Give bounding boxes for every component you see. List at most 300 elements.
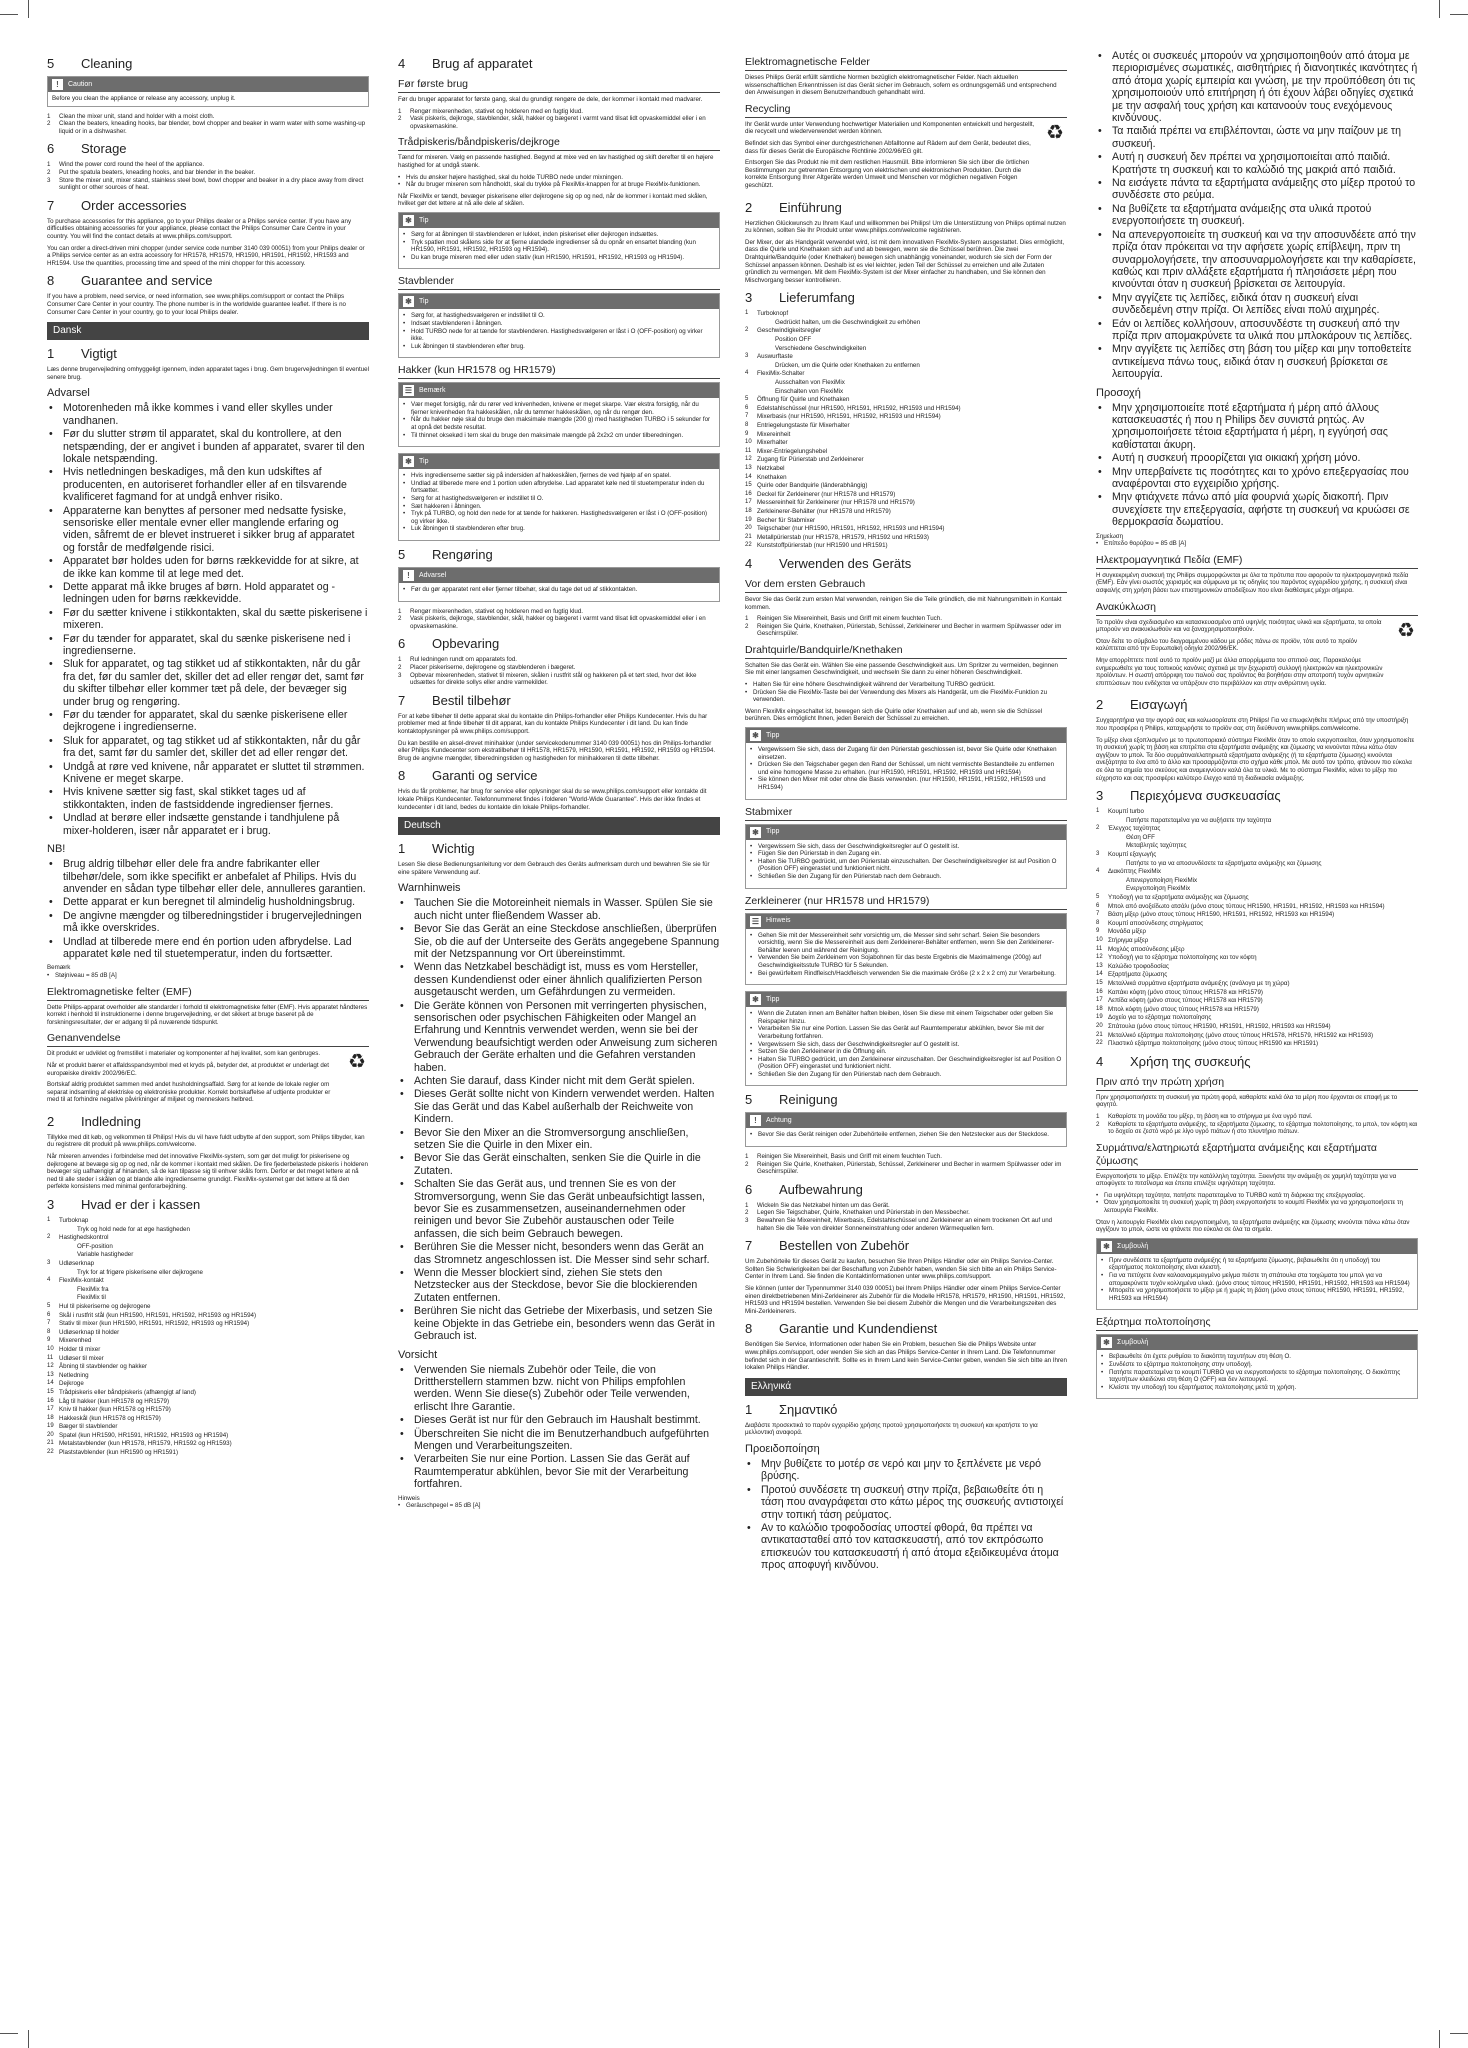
paragraph: Διαβάστε προσεκτικά το παρόν εγχειρίδιο χρήσης προτού χρησιμοποιήσετε τη συσκευή και κρατήστε το για μελλοντική αναφορά. — [745, 1421, 1038, 1437]
list-item: • Halten Sie TURBO gedrückt, um den Zerkleinerer einzuschalten. Der Geschwindigkeitsregler ist auf Position O (Position OFF) eingerastet und funktioniert nicht. — [750, 1056, 1062, 1071]
list-item: • Μπορείτε να χρησιμοποιήσετε το μίξερ με ή χωρίς τη βάση (μόνο στους τύπους HR1590, HR1591, HR1592, HR1593 και HR1594) — [1101, 1287, 1413, 1302]
part-item: Variable hastigheder — [77, 1251, 134, 1259]
paragraph: Η συγκεκριμένη συσκευή της Philips συμμορφώνεται με όλα τα πρότυπα που αφορούν τα ηλεκτρομαγνητικά πεδία (EMF). Εάν γίνει σωστός χειρισμός και σύμφωνα με τις οδηγίες του παρόντος εγχειριδίου χρήσης, η συσκευή είναι ασφαλής στη χρήση βάσει των επιστημονικών αποδείξεων που είναι διαθέσιμες μέχρι σήμερα. — [1096, 571, 1409, 594]
warning-box: ! Achtung • Bevor Sie das Gerät reinigen oder Zubehörteile entfernen, ziehen Sie den Netzstecker aus der Steckdose. — [745, 1112, 1067, 1147]
list-item: • Μην φτιάχνετε πάνω από μία φουρνιά χωρίς διακοπή. Πριν συνεχίσετε την επεξεργασία, αφήστε τη συσκευή να κρυώσει σε θερμοκρασία δωματίου. — [1096, 491, 1418, 528]
list-item: • Για υψηλότερη ταχύτητα, πατήστε παρατεταμένα το TURBO κατά τη διάρκεια της επεξεργασίας. — [1096, 1192, 1418, 1200]
section-heading: 8 Garantie und Kundendienst — [745, 1321, 938, 1337]
part-item: 9 Mixerenhed — [47, 1337, 92, 1345]
part-item: FlexiMix fra — [77, 1285, 109, 1293]
part-item: 19 Bæger til stavblender — [47, 1423, 118, 1431]
subheading: Drahtquirle/Bandquirle/Knethaken — [745, 644, 1067, 659]
list-item: • Dette apparat er kun beregnet til almindelig husholdningsbrug. — [47, 896, 369, 908]
bullet-list — [47, 858, 369, 960]
list-item: • Bei gewürfeltem Rindfleisch/Hackfleisch verwenden Sie die maximale Größe (2 x 2 x 2 cm) zur Verarbeitung. — [750, 970, 1062, 978]
paragraph: Herzlichen Glückwunsch zu Ihrem Kauf und willkommen bei Philips! Um die Unterstützung von Philips optimal nutzen zu können, sollten Sie Ihr Produkt unter www.philips.com/welcome registrieren. — [745, 219, 1066, 235]
part-item: 22 Plaststavblender (kun HR1590 og HR1591) — [47, 1449, 179, 1457]
part-item: 15 Trådpiskeris eller båndpiskeris (afhængigt af land) — [47, 1388, 196, 1396]
column-3 — [745, 50, 1067, 1576]
section-heading: 7 Order accessories — [47, 197, 187, 213]
list-item: • Hvis netledningen beskadiges, må den kun udskiftes af producenten, en autoriseret forhandler eller af en tilsvarende kvalificeret fagmand for at undgå enhver risiko. — [47, 466, 369, 503]
tip-icon: ✱ — [750, 827, 761, 838]
note-label: Hinweis — [398, 1494, 420, 1502]
list-item: • Apparaterne kan benyttes af personer med nedsatte fysiske, sensoriske eller mentale evner eller manglende erfaring og viden, såfremt de er blevet instrueret i sikker brug af apparatet og forstår de medfølgende risici. — [47, 505, 369, 555]
part-item: 1 Turboknopf — [745, 310, 789, 318]
bullet-list — [1096, 402, 1418, 529]
subheading: Συρμάτινα/ελατηριωτά εξαρτήματα ανάμειξης και εξαρτήματα ζύμωσης — [1096, 1142, 1418, 1170]
paragraph: Når mixeren anvendes i forbindelse med det innovative FlexiMix-system, som gør det muligt for piskerisene og dejkrogene at bevæge sig op og ned, når de kommer i kontakt med skålen. De fire fjederbelastede piskeris i holderen bevæger sig uafhængigt af hinanden, så de kan tilpasse sig til enhver skåls form. Derfor er det meget lettere at nå ned til alle steder i skålen og at blande alle ingredienserne grundigt. FlexiMix-systemet gør det lettere at få den perfekte konsistens med minimal genforarbejdning. — [47, 1153, 368, 1191]
part-item: 17 Messereinheit für Zerkleinerer (nur HR1578 und HR1579) — [745, 499, 915, 507]
tip-box: ✱ Tipp • Wenn die Zutaten innen am Behälter haften bleiben, lösen Sie diese mit einem Teigschaber oder gelben Sie Reispapier hinzu. • Verarbeiten Sie nur eine Portion. Lassen Sie das Gerät auf Raumtemperatur abkühlen, bevor Sie mit der Verarbeitung fortfahren. • Vergewissern Sie sich, dass der Geschwindigkeitsregler auf O gestellt ist. • Setzen Sie den Zerkleinerer in die Öffnung ein. • Halten Sie TURBO gedrückt, um den Zerkleinerer einzuschalten. Der Geschwindigkeitsregler ist auf Position O (Position OFF) eingerastet und funktioniert nicht. • Schließen Sie den Zugang für den Pürierstab nach dem Gebrauch. — [745, 991, 1067, 1086]
note-list: • Støjniveau = 85 dB [A] — [47, 972, 369, 980]
list-item: • Drücken Sie die FlexiMix-Taste bei der Verwendung des Mixers als Handgerät, um die FlexiMix-Funktion zu verwenden. — [745, 689, 1067, 704]
part-item: 14 Dejkroge — [47, 1380, 84, 1388]
tip-icon: ✱ — [750, 730, 761, 741]
subheading: Elektromagnetiske felter (EMF) — [47, 986, 369, 1001]
part-item: 12 Zugang für Pürierstab und Zerkleinerer — [745, 456, 864, 464]
list-item: • Dieses Gerät ist nur für den Gebrauch im Haushalt bestimmt. — [398, 1414, 720, 1426]
language-bar: Ελληνικά — [745, 1378, 1067, 1396]
list-item: • Berühren Sie die Messer nicht, besonders wenn das Gerät an das Stromnetz angeschlossen ist. Die Messer sind sehr scharf. — [398, 1241, 720, 1266]
part-item: 22 Πλαστικό εξάρτημα πολτοποίησης (μόνο στους τύπους HR1590 και HR1591) — [1096, 1040, 1319, 1048]
section-heading: 7 Bestellen von Zubehör — [745, 1238, 910, 1254]
part-item: 10 Mixerhalter — [745, 439, 788, 447]
bullet-list — [745, 1458, 1067, 1572]
tip-box: ✱ Συμβουλή • Βεβαιωθείτε ότι έχετε ρυθμίσει το διακόπτη ταχυτήτων στη θέση O. • Συνδέστε το εξάρτημα πολτοποίησης στην υποδοχή. • Πατήστε παρατεταμένα το κουμπί TURBO για να ενεργοποιήσετε το εξάρτημα πολτοποίησης. Ο διακόπτης ταχυτήτων κλειδώνει στη θέση O (OFF) και δεν λειτουργεί. • Κλείστε την υποδοχή του εξαρτήματος πολτοποίησης μετά τη χρήση. — [1096, 1334, 1418, 1399]
part-item: Μεταβλητές ταχύτητες — [1126, 842, 1187, 850]
step-list: 1 Wickeln Sie das Netzkabel hinten um das Gerät. 2 Legen Sie Teigschaber, Quirle, Knethaken und Pürierstab in den Messbecher. 3 Bewahren Sie Mixereinheit, Mixerbasis, Edelstahlschüssel und Zerkleinerer an einem trockenen Ort auf und halten Sie die Teile von direkter Sonneneinstrahlung oder anderen Wärmequellen fern. — [745, 1201, 1053, 1232]
part-item: Tryk for at frigøre piskerisene eller dejkrogene — [77, 1268, 203, 1276]
list-item: • Undlad at tilberede mere end 1 portion uden afbrydelse. Lad apparatet køle ned til stuetemperatur inden du fortsætter. — [403, 480, 715, 495]
tip-icon: ✱ — [750, 994, 761, 1005]
bullet-list — [398, 897, 720, 1342]
list-item: • Du kan bruge mixeren med eller uden stativ (kun HR1590, HR1591, HR1592, HR1593 og HR1594). — [403, 254, 715, 262]
list-item: • Πατήστε παρατεταμένα το κουμπί TURBO για να ενεργοποιήσετε το εξάρτημα πολτοποίησης. Ο διακόπτης ταχυτήτων κλειδώνει στη θέση O (OFF) και δεν λειτουργεί. — [1101, 1369, 1413, 1384]
part-item: 5 Υποδοχή για τα εξαρτήματα ανάμειξης και ζύμωσης — [1096, 894, 1249, 902]
list-item: • Når du bruger mixeren som håndholdt, skal du trykke på FlexiMix-knappen for at bruge FlexiMix-funktionen. — [398, 181, 720, 189]
part-item: Ενεργοποίηση FlexiMix — [1126, 885, 1191, 893]
part-item: 18 Μπολ κόφτη (μόνο στους τύπους HR1578 και HR1579) — [1096, 1005, 1259, 1013]
part-item: 20 Σπάτουλα (μόνο στους τύπους HR1590, HR1591, HR1592, HR1593 και HR1594) — [1096, 1022, 1331, 1030]
recycle-icon: ♻ — [1046, 121, 1064, 144]
parts-list — [745, 310, 1067, 550]
paragraph: Før du bruger apparatet for første gang, skal du grundigt rengøre de dele, der kommer i kontakt med madvarer. — [398, 96, 703, 103]
list-item: • Αυτή η συσκευή δεν πρέπει να χρησιμοποιείται από παιδιά. Κρατήστε τη συσκευή και το καλώδιό της μακριά από παιδιά. — [1096, 151, 1418, 176]
crop-mark — [0, 2033, 18, 2034]
part-item: 9 Μονάδα μίξερ — [1096, 928, 1146, 936]
part-item: 3 Κουμπί εξαγωγής — [1096, 851, 1157, 859]
step-list: 1 Καθαρίστε τη μονάδα του μίξερ, τη βάση και το στήριγμα με ένα υγρό πανί. 2 Καθαρίστε τα εξαρτήματα ανάμειξης, τα εξαρτήματα ζύμωσης, το εξάρτημα πολτοποίησης, το μπολ, τον κόφτη και το δοχείο σε ζεστό νερό με λίγο υγρό πιάτων ή στο πλυντήριο πιάτων. — [1096, 1112, 1418, 1136]
part-item: 16 Deckel für Zerkleinerer (nur HR1578 und HR1579) — [745, 490, 896, 498]
paragraph: Lesen Sie diese Bedienungsanleitung vor dem Gebrauch des Geräts aufmerksam durch und bewahren Sie sie für eine spätere Verwendung auf. — [398, 861, 710, 876]
subheading: NB! — [47, 843, 66, 856]
column-1 — [47, 50, 369, 1458]
part-item: 17 Kniv til hakker (kun HR1578 og HR1579) — [47, 1406, 171, 1414]
part-item: Einschalten von FlexiMix — [775, 387, 844, 395]
subheading: Vor dem ersten Gebrauch — [745, 578, 1067, 593]
recycle-icon: ♻ — [348, 1051, 366, 1074]
part-item: 21 Metallpürierstab (nur HR1578, HR1579, HR1592 und HR1593) — [745, 533, 929, 541]
step-list: 1 Reinigen Sie Mixereinheit, Basis und Griff mit einem feuchten Tuch. 2 Reinigen Sie Quirle, Knethaken, Pürierstab, Schüssel, Zerkleinerer und Becher in warmem Spülwasser oder im Geschirrspüler. — [745, 1153, 1062, 1176]
list-item: • Tauchen Sie die Motoreinheit niemals in Wasser. Spülen Sie sie auch nicht unter fließendem Wasser ab. — [398, 897, 720, 922]
subheading: Elektromagnetische Felder — [745, 56, 1067, 71]
step-list: 1 Rul ledningen rundt om apparatets fod. 2 Placer piskeriserne, dejkrogene og stavblenderen i bægeret. 3 Opbevar mixerenheden, stativet til mixeren, skålen i rustfrit stål og hakkeren på et tørt sted, hvor det ikke udsættes for direkte sollys eller andre varmekilder. — [398, 656, 697, 687]
note-list: • Geräuschpegel = 85 dB [A] — [398, 1502, 720, 1510]
bullet-list — [1096, 50, 1418, 381]
warning-icon: ! — [750, 1115, 761, 1126]
recycle-icon: ♻ — [1397, 619, 1415, 642]
part-item: 10 Holder til mixer — [47, 1345, 101, 1353]
subheading: Εξάρτημα πολτοποίησης — [1096, 1316, 1418, 1331]
part-item: 7 Βάση μίξερ (μόνο στους τύπους HR1590, HR1591, HR1592, HR1593 και HR1594) — [1096, 911, 1335, 919]
section-heading: 2 Indledning — [47, 1113, 141, 1129]
tip-box: ✱ Tipp • Vergewissern Sie sich, dass der Geschwindigkeitsregler auf O gestellt ist. • Fügen Sie den Pürierstab in den Zugang ein. • Halten Sie TURBO gedrückt, um den Pürierstab einzuschalten. Der Geschwindigkeitsregler ist auf Position O (Position OFF) eingerastet und funktioniert nicht. • Schließen Sie den Zugang für den Pürierstab nach dem Gebrauch. — [745, 824, 1067, 889]
list-item: • Verarbeiten Sie nur eine Portion. Lassen Sie das Gerät auf Raumtemperatur abkühlen, bevor Sie mit der Verarbeitung fortfahren. — [398, 1453, 720, 1490]
list-item: • Sørg for at åbningen til stavblenderen er lukket, inden piskeriset eller dejkrogen indsættes. — [403, 231, 715, 239]
part-item: 8 Κουμπί αποσύνδεσης στηρίγματος — [1096, 919, 1204, 927]
paragraph: Du kan bestille en aksel-drevet minihakker (under servicekodenummer 3140 039 00051) hos din Philips-forhandler eller Philips Kundecenter som ekstratilbehør til HR1578, HR1579, HR1590, HR1591, HR1592, HR1593 og HR1594. Brug de angivne mængder, tilberedningstiden og hastigheden for minihakkeren til dette tilbehør. — [398, 739, 716, 762]
part-item: 16 Låg til hakker (kun HR1578 og HR1579) — [47, 1397, 170, 1405]
part-item: 16 Καπάκι κόφτη (μόνο στους τύπους HR1578 και HR1579) — [1096, 988, 1263, 996]
tip-icon: ✱ — [1101, 1337, 1112, 1348]
list-item: • Μην υπερβαίνετε τις ποσότητες και το χρόνο επεξεργασίας που αναφέρονται στο εγχειρίδιο χρήσης. — [1096, 466, 1418, 491]
list-item: • Μην αγγίξετε τις λεπίδες στη βάση του μίξερ και μην τοποθετείτε αντικείμενα πάνω τους, ειδικά όταν η συσκευή βρίσκεται σε λειτουργία. — [1096, 343, 1418, 380]
list-item: • Να βυθίζετε τα εξαρτήματα ανάμειξης στα υλικά προτού ενεργοποιήσετε τη συσκευή. — [1096, 203, 1418, 228]
list-item: • Τα παιδιά πρέπει να επιβλέπονται, ώστε να μην παίζουν με τη συσκευή. — [1096, 125, 1418, 150]
note-icon: ☰ — [404, 386, 413, 396]
list-item: • Schließen Sie den Zugang für den Pürierstab nach dem Gebrauch. — [750, 873, 1062, 881]
subheading: Stabmixer — [745, 806, 1067, 821]
paragraph: Όταν η λειτουργία FlexiMix είναι ενεργοποιημένη, τα εξαρτήματα ανάμειξης και ζύμωσης κινούνται πάνω κάτω όταν αγγίζουν το μπολ, ώστε να φτάνετε πιο εύκολα σε όλα τα σημεία. — [1096, 1218, 1410, 1234]
list-item: • Wenn die Messer blockiert sind, ziehen Sie stets den Netzstecker aus der Steckdose, bevor Sie die blockierenden Zutaten entfernen. — [398, 1267, 720, 1304]
crop-mark — [28, 0, 29, 18]
part-item: 18 Zerkleinerer-Behälter (nur HR1578 und HR1579) — [745, 507, 891, 515]
list-item: • Drücken Sie den Teigschaber gegen den Rand der Schüssel, um nicht vermischte Bestandteile zu entfernen und eine homogene Masse zu erhalten. (nur HR1590, HR1591, HR1592, HR1593 und HR1594) — [750, 761, 1062, 776]
recycling-block: Το προϊόν είναι σχεδιασμένο και κατασκευασμένο από υψηλής ποιότητας υλικά και εξαρτήματα, τα οποία μπορούν να ανακυκλωθούν και να ξαναχρησιμοποιηθούν. Όταν δείτε το σύμβολο του διαγραμμένου κάδου με ρόδες πάνω σε προϊόν, τότε αυτό το προϊόν καλύπτεται από την Ευρωπαϊκή οδηγία 2002/96/ΕΚ. Μην απορρίπτετε ποτέ αυτό το προϊόν μαζί με άλλα απορρίμματα του σπιτιού σας. Παρακαλούμε ενημερωθείτε για τους τοπικούς κανόνες σχετικά με την ξεχωριστή συλλογή ηλεκτρικών και ηλεκτρονικών προϊόντων. Η σωστή απόρριψη του παλιού σας προϊόντος θα βοηθήσει στην αποτροπή τυχόν αρνητικών επιπτώσεων που ενδέχεται να υπάρξουν στο περιβάλλον και στην ανθρώπινη υγεία. ♻ — [1096, 619, 1418, 692]
section-heading: 5 Rengøring — [398, 547, 493, 562]
list-item: • Brug aldrig tilbehør eller dele fra andre fabrikanter eller tilbehør/dele, som ikke specifikt er anbefalet af Philips. Hvis du anvender en sådan type tilbehør eller dele, annulleres garantien. — [47, 858, 369, 895]
caution-box: ! Caution Before you clean the appliance or release any accessory, unplug it. — [47, 76, 369, 107]
note-label: Σημείωση — [1096, 532, 1124, 540]
note-box: ☰ Hinweis • Gehen Sie mit der Messereinheit sehr vorsichtig um, die Messer sind sehr scharf. Seien Sie besonders vorsichtig, wenn Sie die Messereinheit aus dem Zerkleinerer-Behälter entfernen, wenn Sie den Zerkleinerer-Behälter leeren und während der Reinigung. • Verwenden Sie beim Zerkleinern von Sojabohnen für das beste Ergebnis die Maximalmenge (200g) auf Geschwindigkeitsstufe TURBO für 5 Sekunden. • Bei gewürfeltem Rindfleisch/Hackfleisch verwenden Sie die maximale Größe (2 x 2 x 2 cm) zur Verarbeitung. — [745, 913, 1067, 986]
note-box: ☰ Bemærk • Vær meget forsigtig, når du rører ved knivenheden, knivene er meget skarpe. Vær ekstra forsigtig, når du fjerner knivenheden fra hakkeskålen, når du tømmer hakkeskålen, og når du rengør den. • Når du hakker nøje skal du bruge den maksimale mængde (200 g) med hastigheden TURBO i 5 sekunder for at opnå det bedste resultat. • Til thinnet oksekød i tern skal du bruge den maksimale mængde på 2x2x2 cm under tilberedningen. — [398, 382, 720, 447]
parts-list — [47, 1217, 369, 1457]
list-item: • Halten Sie TURBO gedrückt, um den Pürierstab einzuschalten. Der Geschwindigkeitsregler ist auf Position O (Position OFF) eingerastet und funktioniert nicht. — [750, 858, 1062, 873]
list-item: • Überschreiten Sie nicht die im Benutzerhandbuch aufgeführten Mengen und Verarbeitungszeiten. — [398, 1428, 720, 1453]
list-item: • Sie können den Mixer mit oder ohne die Basis verwenden. (nur HR1590, HR1591, HR1592, HR1593 und HR1594) — [750, 776, 1062, 791]
warning-box: ! Advarsel • Før du gør apparatet rent eller fjerner tilbehør, skal du tage det ud af stikkontakten. — [398, 567, 720, 602]
part-item: 7 Stativ til mixer (kun HR1590, HR1591, HR1592, HR1593 og HR1594) — [47, 1320, 250, 1328]
section-heading: 1 Σημαντικό — [745, 1401, 838, 1417]
part-item: OFF-position — [77, 1242, 113, 1250]
part-item: 9 Mixereinheit — [745, 430, 791, 438]
paragraph: Ενεργοποιήστε το μίξερ. Επιλέξτε την κατάλληλη ταχύτητα. Ξεκινήστε την ανάμειξη σε χαμηλή ταχύτητα για να αποφύγετε το πιτσίλισμα και έπειτα επιλέξτε υψηλότερη ταχύτητα. — [1096, 1172, 1397, 1188]
warning-icon: ! — [403, 570, 414, 581]
list-item: • Undgå at røre ved knivene, når apparatet er sluttet til strømmen. Knivene er meget skarpe. — [47, 761, 369, 786]
list-item: • Før du tænder for apparatet, skal du sænke piskerisene ned i ingredienserne. — [47, 633, 369, 658]
column-4 — [1096, 50, 1418, 1405]
part-item: 5 Hul til piskeriserne og dejkrogene — [47, 1302, 151, 1310]
section-heading: 6 Opbevaring — [398, 636, 500, 652]
part-item: Verschiedene Geschwindigkeiten — [775, 344, 867, 352]
part-item: 1 Κουμπί turbo — [1096, 808, 1144, 816]
subheading: Recycling — [745, 103, 1067, 118]
list-item: • Bevor Sie das Gerät an eine Steckdose anschließen, überprüfen Sie, ob die auf der Unterseite des Geräts angegebene Spannung mit der Netzspannung vor Ort übereinstimmt. — [398, 923, 720, 960]
list-item: • Schalten Sie das Gerät aus, und trennen Sie es von der Stromversorgung, wenn Sie das Gerät unbeaufsichtigt lassen, bevor Sie es zusammensetzen, auseinandernehmen oder reinigen und bevor Sie Zubehör austauschen oder Teile anfassen, die sich beim Gebrauch bewegen. — [398, 1178, 720, 1240]
section-heading: 3 Hvad er der i kassen — [47, 1197, 201, 1213]
recycling-block: Ihr Gerät wurde unter Verwendung hochwertiger Materialien und Komponenten entwickelt und hergestellt, die recycelt und wiederverwendet werden können. Befindet sich das Symbol einer durchgestrichenen Abfalltonne auf Rädern auf dem Gerät, bedeutet dies, dass für dieses Gerät die Europäische Richtlinie 2002/96/EG gilt. Entsorgen Sie das Produkt nie mit dem restlichen Hausmüll. Bitte informieren Sie sich über die örtlichen Bestimmungen zur getrennten Entsorgung von elektrischen und elektronischen Produkten. Durch die korrekte Entsorgung Ihrer Altgeräte werden Umwelt und Menschen vor möglichen negativen Folgen geschützt. ♻ — [745, 121, 1067, 194]
part-item: 14 Εξαρτήματα ζύμωσης — [1096, 971, 1168, 979]
section-heading: 4 Verwenden des Geräts — [745, 555, 912, 571]
step-list: 1 Rengør mixerenheden, stativet og holderen med en fugtig klud. 2 Vask piskeris, dejkroge, stavblender, skål, hakker og bægeret i varmt vand tilsat lidt opvaskemiddel eller i en opvaskemaskine. — [398, 607, 706, 630]
step-list: 1 Wind the power cord round the heel of the appliance. 2 Put the spatula beaters, kneading hooks, and bar blender in the beaker. 3 Store the mixer unit, mixer stand, stainless steel bowl, bowl chopper and beaker in a dry place away from direct sunlight or other sources of heat. — [47, 161, 364, 192]
subheading: Hakker (kun HR1578 og HR1579) — [398, 364, 720, 379]
list-item: • Μην χρησιμοποιείτε ποτέ εξαρτήματα ή μέρη από άλλους κατασκευαστές ή που η Philips δεν συνιστά ρητώς. Αν χρησιμοποιήσετε τέτοια εξαρτήματα ή μέρη, η εγγύησή σας καθίσταται άκυρη. — [1096, 402, 1418, 452]
paragraph: Wenn FlexiMix eingeschaltet ist, bewegen sich die Quirle oder Knethaken auf und ab, wenn sie die Schüssel berühren. Dies ermöglicht Ihnen, jeden Bereich der Schüssel zu erreichen. — [745, 707, 1043, 723]
list-item: • Κλείστε την υποδοχή του εξαρτήματος πολτοποίησης μετά τη χρήση. — [1101, 1384, 1413, 1392]
paragraph: Sie können (unter der Typennummer 3140 039 00051) bei Ihrem Philips Händler oder einem Philips Service-Center einen direktbetriebenen Mini-Zerkleinerer als Zubehör für die Modelle HR1578, HR1579, HR1590, HR1591, HR1592, HR1593 und HR1594 bestellen. Verwenden Sie bei diesem Zubehör die Mengen und die Verarbeitungszeiten des Mini-Zerkleinerers. — [745, 1285, 1066, 1315]
section-heading: 4 Χρήση της συσκευής — [1096, 1053, 1251, 1069]
part-item: 22 Kunststoffpürierstab (nur HR1590 und HR1591) — [745, 542, 888, 550]
bullet-list — [745, 681, 1067, 704]
subheading: Før første brug — [398, 78, 720, 93]
part-item: Gedrückt halten, um die Geschwindigkeit zu erhöhen — [775, 318, 921, 326]
list-item: • Συνδέστε το εξάρτημα πολτοποίησης στην υποδοχή. — [1101, 1361, 1413, 1369]
paragraph: Tillykke med dit køb, og velkommen til Philips! Hvis du vil have fuldt udbytte af den support, som Philips tilbyder, kan du registrere dit produkt på www.philips.com/welcome. — [47, 1133, 365, 1149]
part-item: 21 Μεταλλικό εξάρτημα πολτοποίησης (μόνο στους τύπους HR1578, HR1579, HR1592 και HR1593) — [1096, 1031, 1374, 1039]
list-item: • Motorenheden må ikke kommes i vand eller skylles under vandhanen. — [47, 402, 369, 427]
paragraph: Der Mixer, der als Handgerät verwendet wird, ist mit dem innovativen FlexiMix-System ausgestattet. Dies ermöglicht, dass die Quirle und Knethaken sich auf und ab bewegen, wenn sie die Schüssel berühren. Die zwei Drahtquirle/Bandquirle (oder Knethaken) bewegen sich unabhängig voneinander, wodurch sie sich der Form der Schüssel anpassen können. Deshalb ist es viel leichter, jeden Teil der Schüssel zu erreichen und alle Zutaten gründlich zu vermengen. Mit dem FlexiMix-System ist der Mixer einfacher zu handhaben, und Sie können den Mischvorgang besser kontrollieren. — [745, 238, 1065, 284]
step-list: 1 Reinigen Sie Mixereinheit, Basis und Griff mit einem feuchten Tuch. 2 Reinigen Sie Quirle, Knethaken, Pürierstab, Schüssel, Zerkleinerer und Becher in warmem Spülwasser oder im Geschirrspüler. — [745, 615, 1062, 638]
list-item: • Για να πετύχετε έναν καλοαναμεμειγμένο μείγμα πιέστε τη σπάτουλα στα τοιχώματα του μπολ για να απομακρύνετε τυχόν κολλημένα υλικά. (μόνο στους τύπους HR1590, HR1591, HR1592, HR1593 και HR1594) — [1101, 1272, 1413, 1287]
subheading: Ανακύκλωση — [1096, 601, 1418, 616]
subheading: Advarsel — [47, 387, 90, 400]
list-item: • Schließen Sie den Zugang für den Pürierstab nach dem Gebrauch. — [750, 1071, 1062, 1079]
recycling-block: Dit produkt er udviklet og fremstillet i materialer og komponenter af høj kvalitet, som kan genbruges. Når et produkt bærer et affaldsspandsymbol med et kryds på, betyder det, at produktet er underlagt det europæiske direktiv 2002/96/EC. Bortskaf aldrig produktet sammen med andet husholdningsaffald. Sørg for at kende de lokale regler om separat indsamling af elektriske og elektroniske produkter. Korrekt bortskaffelse af udtjente produkter er med til at forhindre negative påvirkninger af miljøet og menneskers helbred. ♻ — [47, 1050, 369, 1108]
part-item: 8 Udløserknap til holder — [47, 1328, 120, 1336]
list-item: • Setzen Sie den Zerkleinerer in die Öffnung ein. — [750, 1048, 1062, 1056]
warning-icon: ! — [52, 79, 63, 90]
list-item: • Μην αγγίζετε τις λεπίδες, ειδικά όταν η συσκευή είναι συνδεδεμένη στην πρίζα. Οι λεπίδες είναι πολύ αιχμηρές. — [1096, 292, 1418, 317]
part-item: 19 Becher für Stabmixer — [745, 516, 816, 524]
part-item: 3 Auswurftaste — [745, 353, 793, 361]
paragraph: Πριν χρησιμοποιήσετε τη συσκευή για πρώτη φορά, καθαρίστε καλά όλα τα μέρη που έρχονται σε επαφή με το φαγητό. — [1096, 1093, 1398, 1109]
paragraph: If you have a problem, need service, or need information, see www.philips.com/support or contact the Philips Consumer Care Center in your country. The phone number is in the worldwide guarantee leaflet. If there is no Consumer Care Center in your country, go to your local Philips dealer. — [47, 293, 346, 316]
list-item: • De angivne mængder og tilberedningstider i brugervejledningen må ikke overskrides. — [47, 910, 369, 935]
tip-box: ✱ Tip • Hvis ingredienserne sætter sig på indersiden af hakkeskålen, fjernes de ved hjælp af en spatel. • Undlad at tilberede mere end 1 portion uden afbrydelse. Lad apparatet køle ned til stuetemperatur inden du fortsætter. • Sørg for at hastighedsvælgeren er indstillet til O. • Sæt hakkeren i åbningen. • Tryk på TURBO, og hold den nede for at tænde for hakkeren. Hastighedsvælgeren er låst i O (OFF-position) og virker ikke. • Luk åbningen til stavblenderen efter brug. — [398, 453, 720, 541]
part-item: 6 Skål i rustfrit stål (kun HR1590, HR1591, HR1592, HR1593 og HR1594) — [47, 1311, 257, 1319]
section-heading: 2 Εισαγωγή — [1096, 697, 1188, 713]
paragraph: For at købe tilbehør til dette apparat skal du kontakte din Philips-forhandler eller Philips Kundecenter. Hvis du har problemer med at finde tilbehør til dit apparat, kan du kontakte Philips Kundecenter i dit land. Du kan finde kontaktoplysninger på www.philips.com/support. — [398, 712, 708, 735]
part-item: Απενεργοποίηση FlexiMix — [1126, 876, 1198, 884]
part-item: 4 Διακόπτης FlexiMix — [1096, 868, 1161, 876]
part-item: 11 Udløser til mixer — [47, 1354, 104, 1362]
list-item: • Wenn das Netzkabel beschädigt ist, muss es vom Hersteller, dessen Kundendienst oder einer ähnlich qualifizierten Person ausgetauscht werden, um Gefährdungen zu vermeiden. — [398, 961, 720, 998]
caution-text: Before you clean the appliance or release any accessory, unplug it. — [52, 95, 236, 102]
subheading: Stavblender — [398, 275, 720, 290]
list-item: • Vergewissern Sie sich, dass der Geschwindigkeitsregler auf O gestellt ist. — [750, 1041, 1062, 1049]
paragraph: Schalten Sie das Gerät ein. Wählen Sie eine passende Geschwindigkeit aus. Um Spritzer zu vermeiden, beginnen Sie mit einer langsamen Geschwindigkeit, und wechseln Sie dann zu einer höheren Geschwindigkeit. — [745, 661, 1058, 677]
subheading: Warnhinweis — [398, 882, 461, 895]
paragraph: Læs denne brugervejledning omhyggeligt igennem, inden apparatet tages i brug. Gem brugervejledningen til eventuel senere brug. — [47, 366, 369, 381]
bullet-list — [1096, 1192, 1418, 1215]
note-list: • Επίπεδο θορύβου = 85 dB [A] — [1096, 540, 1418, 548]
section-heading: 3 Lieferumfang — [745, 290, 855, 306]
part-item: 10 Στήριγμα μίξερ — [1096, 937, 1149, 944]
part-item: Θέση OFF — [1126, 833, 1155, 841]
paragraph: Dette Philips-apparat overholder alle standarder i forhold til elektromagnetiske felter (EMF). Hvis apparatet håndteres korrekt i henhold til instruktionerne i denne brugervejledning, er det sikkert at bruge baseret på de forskningsresultater, der er adgang til på nuværende tidspunkt. — [47, 1003, 368, 1026]
list-item: • Hvis knivene sætter sig fast, skal stikket tages ud af stikkontakten, inden de fastsiddende ingredienser fjernes. — [47, 786, 369, 811]
list-item: • Όταν χρησιμοποιείτε τη συσκευή χωρίς τη βάση ενεργοποιήστε το κουμπί FlexiMix για να χρησιμοποιήσετε τη λειτουργία FlexiMix. — [1096, 1199, 1418, 1214]
list-item: • Αυτή η συσκευή προορίζεται για οικιακή χρήση μόνο. — [1096, 452, 1418, 464]
paragraph: Hvis du får problemer, har brug for service eller oplysninger skal du se www.philips.com/support eller kontakte dit lokale Philips Kundecenter. Telefonnummeret findes i folderen "World-Wide Guarantee". Hvis der ikke findes et kundecenter i dit land, bedes du kontakte din lokale Philips-forhandler. — [398, 788, 707, 811]
list-item: • Bevor Sie den Mixer an die Stromversorgung anschließen, setzen Sie die Quirle in den Mixer ein. — [398, 1127, 720, 1152]
list-item: • Sørg for, at hastighedsvælgeren er indstillet til O. — [403, 312, 715, 320]
bullet-list — [398, 1364, 720, 1491]
list-item: • Halten Sie für eine höhere Geschwindigkeit während der Verarbeitung TURBO gedrückt. — [745, 681, 1067, 689]
section-heading: 8 Garanti og service — [398, 768, 538, 784]
note-label: Bemærk — [47, 964, 71, 972]
list-item: • Verwenden Sie niemals Zubehör oder Teile, die von Drittherstellern stammen bzw. nicht von Philips empfohlen werden. Wenn Sie diese(s) Zubehör oder Teile verwenden, erlischt Ihre Garantie. — [398, 1364, 720, 1414]
list-item: • Før du slutter strøm til apparatet, skal du kontrollere, at den netspænding, der er angivet i bunden af apparatet, svarer til den lokale netspænding. — [47, 428, 369, 465]
subheading: Zerkleinerer (nur HR1578 und HR1579) — [745, 895, 1067, 910]
list-item: • Sluk for apparatet, og tag stikket ud af stikkontakten, når du går fra det, samt før du samler det, skiller det ad eller rengør det. — [47, 735, 369, 760]
tip-icon: ✱ — [403, 296, 414, 307]
paragraph: Dieses Philips Gerät erfüllt sämtliche Normen bezüglich elektromagnetischer Felder. Nach aktuellen wissenschaftlichen Erkenntnissen ist das Gerät sicher im Gebrauch, sofern es ordnungsgemäß und entsprechend den Anweisungen in diesem Benutzerhandbuch gehandhabt wird. — [745, 74, 1057, 97]
list-item: • Før du tænder for apparatet, skal du sænke piskerisene eller dejkrogene i ingredienserne. — [47, 709, 369, 734]
section-heading: 4 Brug af apparatet — [398, 56, 533, 71]
list-item: • Verarbeiten Sie nur eine Portion. Lassen Sie das Gerät auf Raumtemperatur abkühlen, bevor Sie mit der Verarbeitung fortfahren. — [750, 1025, 1062, 1040]
part-item: 12 Υποδοχή για το εξάρτημα πολτοποίησης και τον κόφτη — [1096, 954, 1257, 962]
list-item: • Μην βυθίζετε το μοτέρ σε νερό και μην το ξεπλένετε με νερό βρύσης. — [745, 1458, 1067, 1483]
part-item: 14 Knethaken — [745, 473, 787, 481]
part-item: 8 Entriegelungstaste für Mixerhalter — [745, 422, 850, 429]
paragraph: Το μίξερ είναι εξοπλισμένο με το πρωτοποριακό σύστημα FlexiMix όταν το οποίο ενεργοποιείται, όταν χρησιμοποιείτε τη συσκευή χωρίς τη βάση και επιτρέπει στα εξαρτήματα ανάμειξης και ζύμωσης να κινούνται πάνω κάτω όταν αγγίζουν το μπολ. Τα δύο συρμάτινα/ελατηριωτά εξαρτήματα ανάμειξης (ή τα εξαρτήματα ζύμωσης) κινούνται ανεξάρτητα το ένα από το άλλο και προσαρμόζονται στο σχήμα κάθε μπολ. Με αυτό τον τρόπο, φτάνουν πιο εύκολα σε όλα τα σημεία του σκεύους και αναμειγνύουν καλά όλα τα υλικά. Με το σύστημα FlexiMix, κάνει το μίξερ πιο εύχρηστο και σας προσφέρει καλύτερο έλεγχο κατά τη διαδικασία ανάμειξης. — [1096, 736, 1415, 782]
paragraph: Benötigen Sie Service, Informationen oder haben Sie ein Problem, besuchen Sie die Philips Website unter www.philips.com/support, oder wenden Sie sich an das Philips Service-Center in Ihrem Land. Die Telefonnummer befindet sich in der Garantieschrift. Sollte es in Ihrem Land kein Service-Center geben, wenden Sie sich bitte an Ihren lokalen Philips Händler. — [745, 1341, 1067, 1372]
list-item: • Bevor Sie das Gerät einschalten, senken Sie die Quirle in die Zutaten. — [398, 1152, 720, 1177]
part-item: 13 Καλώδιο τροφοδοσίας — [1096, 962, 1169, 970]
part-item: 5 Öffnung für Quirle und Knethaken — [745, 396, 850, 404]
part-item: 3 Udløserknap — [47, 1260, 95, 1267]
subheading: Trådpiskeris/båndpiskeris/dejkroge — [398, 136, 720, 151]
list-item: • Vergewissern Sie sich, dass der Geschwindigkeitsregler auf O gestellt ist. — [750, 843, 1062, 851]
subheading: Πριν από την πρώτη χρήση — [1096, 1076, 1418, 1091]
section-heading: 1 Vigtigt — [47, 346, 117, 362]
list-item: • Berühren Sie nicht das Getriebe der Mixerbasis, und setzen Sie keine Objekte in das Getriebe ein, besonders wenn das Gerät in Gebrauch ist. — [398, 1305, 720, 1342]
tip-icon: ✱ — [403, 215, 414, 226]
part-item: 1 Turboknap — [47, 1217, 89, 1225]
section-heading: 6 Aufbewahrung — [745, 1181, 863, 1197]
paragraph: Tænd for mixeren. Vælg en passende hastighed. Begynd at mixe ved en lav hastighed og skift derefter til en højere hastighed for at undgå stænk. — [398, 154, 714, 169]
list-item: • Hvis ingredienserne sætter sig på indersiden af hakkeskålen, fjernes de ved hjælp af en spatel. — [403, 472, 715, 480]
part-item: 2 Hastighedskontrol — [47, 1234, 109, 1242]
list-item: • Εάν οι λεπίδες κολλήσουν, αποσυνδέστε τη συσκευή από την πρίζα πριν απομακρύνετε τα υλικά που μπλοκάρουν τις λεπίδες. — [1096, 318, 1418, 343]
list-item: • Før du sætter knivene i stikkontakten, skal du sætte piskerisene i mixeren. — [47, 607, 369, 632]
part-item: 6 Edelstahlschüssel (nur HR1590, HR1591, HR1592, HR1593 und HR1594) — [745, 404, 961, 412]
part-item: 15 Quirle oder Bandquirle (länderabhängig) — [745, 482, 868, 490]
crop-mark — [28, 2030, 29, 2048]
part-item: 20 Teigschaber (nur HR1590, HR1591, HR1592, HR1593 und HR1594) — [745, 525, 945, 533]
list-item: • Να απενεργοποιείτε τη συσκευή και να την αποσυνδέετε από την πρίζα όταν πρόκειται να την αφήσετε χωρίς επίβλεψη, πριν τη συναρμολογήσετε, την αποσυναρμολογήσετε και την καθαρίσετε, καθώς και πριν αλλάξετε εξαρτήματα ή πλησιάσετε μέρη που κινούνται όταν η συσκευή βρίσκεται σε λειτουργία. — [1096, 229, 1418, 291]
note-icon: ☰ — [751, 916, 760, 926]
section-heading: 6 Storage — [47, 141, 127, 157]
part-item: 20 Spatel (kun HR1590, HR1591, HR1592, HR1593 og HR1594) — [47, 1431, 229, 1439]
crop-mark — [0, 14, 18, 15]
list-item: • Αν το καλώδιο τροφοδοσίας υποστεί φθορά, θα πρέπει να αντικατασταθεί από τον κατασκευαστή, από τον εκπρόσωπο επισκευών του κατασκευαστή ή από άτομα εξειδικευμένα άτομα προς αποφυγή κινδύνου. — [745, 1522, 1067, 1572]
part-item: 13 Netledning — [47, 1371, 89, 1379]
list-item: • Når du hakker nøje skal du bruge den maksimale mængde (200 g) med hastigheden TURBO i 5 sekunder for at opnå det bedste resultat. — [403, 416, 715, 431]
part-item: Tryk og hold nede for at øge hastigheden — [77, 1225, 190, 1233]
part-item: FlexiMix til — [77, 1294, 106, 1302]
language-bar: Deutsch — [398, 817, 720, 835]
part-item: 2 Geschwindigkeitsregler — [745, 327, 821, 335]
part-item: 21 Metalstavblender (kun HR1578, HR1579, HR1592 og HR1593) — [47, 1440, 232, 1448]
part-item: 15 Μεταλλικά συρμάτινα εξαρτήματα ανάμειξης (ανάλογα με τη χώρα) — [1096, 979, 1290, 987]
list-item: • Sæt hakkeren i åbningen. — [403, 503, 715, 511]
list-item: • Dette apparat må ikke bruges af børn. Hold apparatet og -ledningen uden for børns rækkevidde. — [47, 581, 369, 606]
tip-box: ✱ Συμβουλή • Πριν συνδέσετε τα εξαρτήματα ανάμειξης ή τα εξαρτήματα ζύμωσης, βεβαιωθείτε ότι η υποδοχή του εξαρτήματος πολτοποίησης είναι κλειστή. • Για να πετύχετε έναν καλοαναμεμειγμένο μείγμα πιέστε τη σπάτουλα στα τοιχώματα του μπολ για να απομακρύνετε τυχόν κολλημένα υλικά. (μόνο στους τύπους HR1590, HR1591, HR1592, HR1593 και HR1594) • Μπορείτε να χρησιμοποιήσετε το μίξερ με ή χωρίς τη βάση (μόνο στους τύπους HR1590, HR1591, HR1592, HR1593 και HR1594) — [1096, 1238, 1418, 1311]
bullet-list — [398, 174, 720, 189]
paragraph: To purchase accessories for this appliance, go to your Philips dealer or a Philips service center. If you have any difficulties obtaining accessories for your appliance, please contact the Philips Consumer Care Centre in your country. You will find the contact details at www.philips.com/support. — [47, 217, 352, 240]
part-item: 6 Μπολ από ανοξείδωτο ατσάλι (μόνο στους τύπους HR1590, HR1591, HR1592, HR1593 και HR1594) — [1096, 902, 1385, 910]
subheading: Ηλεκτρομαγνητικά Πεδία (EMF) — [1096, 554, 1418, 569]
part-item: 11 Μοχλός αποσύνδεσης μίξερ — [1096, 945, 1185, 953]
list-item: • Προτού συνδέσετε τη συσκευή στην πρίζα, βεβαιωθείτε ότι η τάση που αναγράφεται στο κάτω μέρος της συσκευής αντιστοιχεί στην τοπική τάση ρεύματος. — [745, 1484, 1067, 1521]
part-item: Πατήστε παρατεταμένα για να αυξήσετε την ταχύτητα — [1126, 816, 1272, 824]
subheading: Genanvendelse — [47, 1032, 369, 1047]
part-item: 7 Mixerbasis (nur HR1590, HR1591, HR1592, HR1593 und HR1594) — [745, 413, 941, 421]
column-2 — [398, 50, 720, 1514]
list-item: • Indsæt stavblenderen i åbningen. — [403, 320, 715, 328]
step-list: 1 Clean the mixer unit, stand and holder with a moist cloth. 2 Clean the beaters, kneading hooks, bar blender, bowl chopper and beaker in warm water with some washing-up liquid or in a dishwasher. — [47, 112, 366, 135]
subheading: Vorsicht — [398, 1348, 438, 1361]
list-item: • Αυτές οι συσκευές μπορούν να χρησιμοποιηθούν από άτομα με περιορισμένες σωματικές, αισθητήριες ή διανοητικές ικανότητες ή από άτομα χωρίς εμπειρία και γνώση, με την προϋπόθεση ότι τις χρησιμοποιούν υπό επιτήρηση ή ότι έχουν λάβει οδηγίες σχετικά με την ασφαλή τους χρήση και κατανοούν τους ενεχόμενους κινδύνους. — [1096, 50, 1418, 124]
list-item: • Achten Sie darauf, dass Kinder nicht mit dem Gerät spielen. — [398, 1075, 720, 1087]
crop-mark — [1450, 14, 1468, 15]
list-item: • Gehen Sie mit der Messereinheit sehr vorsichtig um, die Messer sind sehr scharf. Seien Sie besonders vorsichtig, wenn Sie die Messereinheit aus dem Zerkleinerer-Behälter entfernen, wenn Sie den Zerkleinerer-Behälter leeren und während der Reinigung. — [750, 932, 1062, 955]
part-item: Position OFF — [775, 336, 812, 344]
paragraph: Συγχαρητήρια για την αγορά σας και καλωσορίσατε στη Philips! Για να επωφεληθείτε πλήρως από την υποστήριξη που προσφέρει η Philips, καταχωρήστε το προϊόν σας στη διεύθυνση www.philips.com/welcome. — [1096, 717, 1409, 732]
section-heading: 5 Reinigung — [745, 1092, 838, 1108]
paragraph: Når FlexiMix er tændt, bevæger piskerisene eller dejkrogene sig op og ned, når de kommer i kontakt med skålen, hvilket gør det lettere at nå alle dele af skålen. — [398, 192, 708, 208]
tip-box: ✱ Tipp • Vergewissern Sie sich, dass der Zugang für den Pürierstab geschlossen ist, bevor Sie Quirle oder Knethaken einsetzen. • Drücken Sie den Teigschaber gegen den Rand der Schüssel, um nicht vermischte Bestandteile zu entfernen und eine homogene Masse zu erhalten. (nur HR1590, HR1591, HR1592, HR1593 und HR1594) • Sie können den Mixer mit oder ohne die Basis verwenden. (nur HR1590, HR1591, HR1592, HR1593 und HR1594) — [745, 727, 1067, 800]
tip-box: ✱ Tip • Sørg for, at hastighedsvælgeren er indstillet til O. • Indsæt stavblenderen i åbningen. • Hold TURBO nede for at tænde for stavblenderen. Hastighedsvælgeren er låst i O (OFF-position) og virker ikke. • Luk åbningen til stavblenderen efter brug. — [398, 293, 720, 358]
list-item: • Vergewissern Sie sich, dass der Zugang für den Pürierstab geschlossen ist, bevor Sie Quirle oder Knethaken einsetzen. — [750, 746, 1062, 761]
section-heading: 3 Περιεχόμενα συσκευασίας — [1096, 788, 1281, 804]
list-item: • Undlad at berøre eller indsætte genstande i tandhjulene på mixer-holderen, især når apparatet er i brug. — [47, 812, 369, 837]
list-item: • Fügen Sie den Pürierstab in den Zugang ein. — [750, 850, 1062, 858]
section-heading: 2 Einführung — [745, 199, 842, 215]
crop-mark — [1439, 2030, 1440, 2048]
crop-mark — [1450, 2033, 1468, 2034]
part-item: 13 Netzkabel — [745, 464, 785, 472]
list-item: • Πριν συνδέσετε τα εξαρτήματα ανάμειξης ή τα εξαρτήματα ζύμωσης, βεβαιωθείτε ότι η υποδοχή του εξαρτήματος πολτοποίησης είναι κλειστή. — [1101, 1257, 1413, 1272]
list-item: • Verwenden Sie beim Zerkleinern von Sojabohnen für das beste Ergebnis die Maximalmenge (200g) auf Geschwindigkeitsstufe TURBO für 5 Sekunden. — [750, 954, 1062, 969]
list-item: • Tryk på TURBO, og hold den nede for at tænde for hakkeren. Hastighedsvælgeren er låst i O (OFF-position) og virker ikke. — [403, 510, 715, 525]
list-item: • Vær meget forsigtig, når du rører ved knivenheden, knivene er meget skarpe. Vær ekstra forsigtig, når du fjerner knivenheden fra hakkeskålen, når du tømmer hakkeskålen, og når du rengør den. — [403, 401, 715, 416]
list-item: • Sørg for at hastighedsvælgeren er indstillet til O. — [403, 495, 715, 503]
list-item: • Undlad at tilberede mere end én portion uden afbrydelse. Lad apparatet køle ned til stuetemperatur, inden du fortsætter. — [47, 936, 369, 961]
list-item: • Dieses Gerät sollte nicht von Kindern verwendet werden. Halten Sie das Gerät und das Kabel außerhalb der Reichweite von Kindern. — [398, 1088, 720, 1125]
part-item: 4 FlexiMix-Schalter — [745, 370, 805, 378]
part-item: 19 Δοχείο για το εξάρτημα πολτοποίησης — [1096, 1014, 1212, 1022]
list-item: • Βεβαιωθείτε ότι έχετε ρυθμίσει το διακόπτη ταχυτήτων στη θέση O. — [1101, 1353, 1413, 1361]
list-item: • Hold TURBO nede for at tænde for stavblenderen. Hastighedsvælgeren er låst i O (OFF-position) og virker ikke. — [403, 328, 715, 343]
bullet-list — [47, 402, 369, 837]
tip-box: ✱ Tip • Sørg for at åbningen til stavblenderen er lukket, inden piskeriset eller dejkrogen indsættes. • Tryk spatlen mod skålens side for at fjerne ulandede ingredienser så du opnår en ensartet blanding (kun HR1590, HR1591, HR1592, HR1593 og HR1594). • Du kan bruge mixeren med eller uden stativ (kun HR1590, HR1591, HR1592, HR1593 og HR1594). — [398, 212, 720, 269]
paragraph: Um Zubehörteile für dieses Gerät zu kaufen, besuchen Sie Ihren Philips Händler oder ein Philips Service-Center. Sollten Sie Schwierigkeiten bei der Beschaffung von Zubehör haben, wenden Sie sich bitte an ein Philips Service-Center in Ihrem Land. Sie finden die Kontaktinformationen unter www.philips.com/support. — [745, 1258, 1057, 1281]
paragraph: You can order a direct-driven mini chopper (under service code number 3140 039 00051) from your Philips dealer or a Philips service center as an extra accessory for HR1578, HR1579, HR1590, HR1591, HR1592, HR1593 and HR1594. Use the quantities, processing time and speed of the mini chopper for this accessory. — [47, 244, 365, 267]
